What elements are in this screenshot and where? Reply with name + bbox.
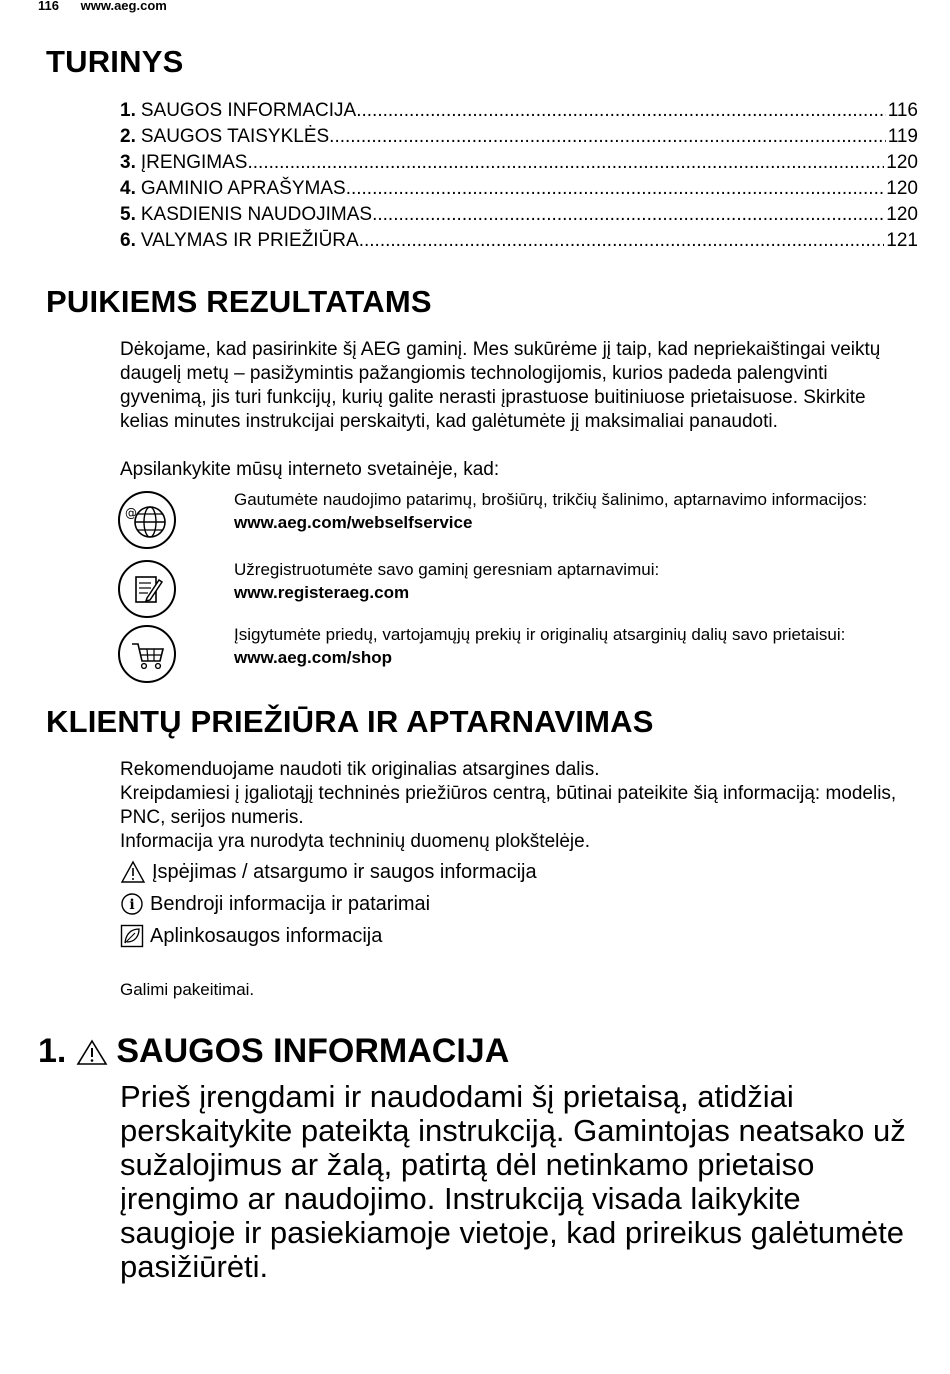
toc-item[interactable] (120, 202, 918, 228)
toc-item-page: 120 (886, 178, 918, 199)
page-number: 116 (38, 0, 59, 13)
section-number: 1. (38, 1032, 67, 1070)
toc-item-label: ĮRENGIMAS (140, 152, 248, 173)
page-header (38, 0, 167, 13)
symbol-info (120, 892, 430, 916)
toc-item-page: 116 (887, 100, 918, 121)
toc-item[interactable] (120, 150, 918, 176)
results-visit: Apsilankykite mūsų interneto svetainėje, kad: (120, 459, 500, 480)
toc-item-label: VALYMAS IR PRIEŽIŪRA (140, 230, 359, 251)
link-description: Užregistruotumėte savo gaminį geresniam aptarnavimui: (234, 560, 660, 579)
shopping-cart-icon (118, 625, 176, 683)
toc-item-number: 5. (120, 204, 136, 225)
toc-leader-dots (329, 124, 886, 150)
symbol-label: Aplinkosaugos informacija (150, 925, 383, 947)
toc-item-number: 1. (120, 100, 136, 121)
toc-leader-dots (247, 150, 884, 176)
changes-note: Galimi pakeitimai. (120, 980, 255, 999)
toc-item-label: SAUGOS INFORMACIJA (140, 100, 357, 121)
service-paragraph-parts: Rekomenduojame naudoti tik originalias atsargines dalis. (120, 759, 600, 780)
symbol-label: Bendroji informacija ir patarimai (150, 893, 431, 915)
section-title: SAUGOS INFORMACIJA (116, 1032, 510, 1070)
symbol-warning (120, 860, 537, 884)
toc-item-page: 120 (886, 152, 918, 173)
toc-item-label: GAMINIO APRAŠYMAS (140, 178, 346, 199)
svg-text:@: @ (125, 506, 137, 520)
toc-item[interactable] (120, 228, 918, 254)
info-circle-icon (120, 892, 144, 916)
link-description: Gautumėte naudojimo patarimų, brošiūrų, trikčių šalinimo, aptarnavimo informacijos: (234, 490, 868, 509)
toc-leader-dots (356, 98, 885, 124)
svg-text:i: i (129, 897, 135, 913)
toc-item[interactable] (120, 176, 918, 202)
safety-section-title (38, 1032, 509, 1071)
toc-leader-dots (372, 202, 884, 228)
toc-item-page: 121 (886, 230, 918, 251)
toc-leader-dots (359, 228, 885, 254)
shop-link[interactable]: www.aeg.com/shop (234, 648, 393, 667)
webselfservice-link[interactable]: www.aeg.com/webselfservice (234, 513, 473, 532)
leaf-environment-icon (120, 924, 144, 948)
toc-item-number: 4. (120, 178, 136, 199)
warning-triangle-icon (76, 1038, 108, 1066)
toc-item-page: 119 (887, 126, 918, 147)
register-link[interactable]: www.registeraeg.com (234, 583, 410, 602)
symbol-label: Įspėjimas / atsargumo ir saugos informacija (152, 861, 537, 883)
warning-triangle-icon (120, 860, 146, 884)
table-of-contents (120, 98, 918, 254)
symbol-environment (120, 924, 382, 948)
site-url: www.aeg.com (80, 0, 167, 13)
service-paragraph-contact: Kreipdamiesi į įgaliotąjį techninės priežiūros centrą, būtinai pateikite šią informaciją: modelis, PNC, serijos numeris. (120, 783, 897, 828)
safety-intro: Prieš įrengdami ir naudodami šį prietaisą, atidžiai perskaitykite pateiktą instrukciją. Gamintojas neatsako už sužalojimus ar žalą, patirtą dėl netinkamo prietaiso įrengimo ar naudojimo. Instrukciją visada laikykite saugioje ir pasiekiamoje vietoje, kad prireikus galėtumėte pasižiūrėti. (120, 1079, 906, 1284)
toc-item-label: KASDIENIS NAUDOJIMAS (140, 204, 373, 225)
toc-item-page: 120 (886, 204, 918, 225)
service-paragraph-plate: Informacija yra nurodyta techninių duomenų plokštelėje. (120, 831, 590, 852)
link-description: Įsigytumėte priedų, vartojamųjų prekių ir originalių atsarginių dalių savo prietaisui: (234, 625, 846, 644)
toc-item-number: 3. (120, 152, 136, 173)
results-intro: Dėkojame, kad pasirinkite šį AEG gaminį. Mes sukūrėme jį taip, kad nepriekaištingai veiktų daugelį metų – pasižymintis pažangiomis technologijomis, kurios padeda palengvinti gyvenimą, jis turi funkcijų, kurių galite nerasti įprastuose buitiniuose prietaisuose. Skirkite kelias minutes instrukcijai perskaityti, kad galėtumėte jį maksimaliai panaudoti. (120, 339, 881, 432)
results-title: PUIKIEMS REZULTATAMS (46, 284, 432, 319)
register-notepad-icon (118, 560, 176, 618)
toc-item-label: SAUGOS TAISYKLĖS (140, 126, 330, 147)
link-text (234, 623, 914, 669)
toc-item-number: 2. (120, 126, 136, 147)
toc-title: TURINYS (46, 44, 184, 79)
link-text (234, 488, 914, 534)
toc-item[interactable] (120, 98, 918, 124)
service-title: KLIENTŲ PRIEŽIŪRA IR APTARNAVIMAS (46, 704, 654, 739)
toc-item[interactable] (120, 124, 918, 150)
link-text (234, 558, 914, 604)
toc-leader-dots (346, 176, 885, 202)
globe-at-icon (118, 491, 176, 549)
toc-item-number: 6. (120, 230, 136, 251)
